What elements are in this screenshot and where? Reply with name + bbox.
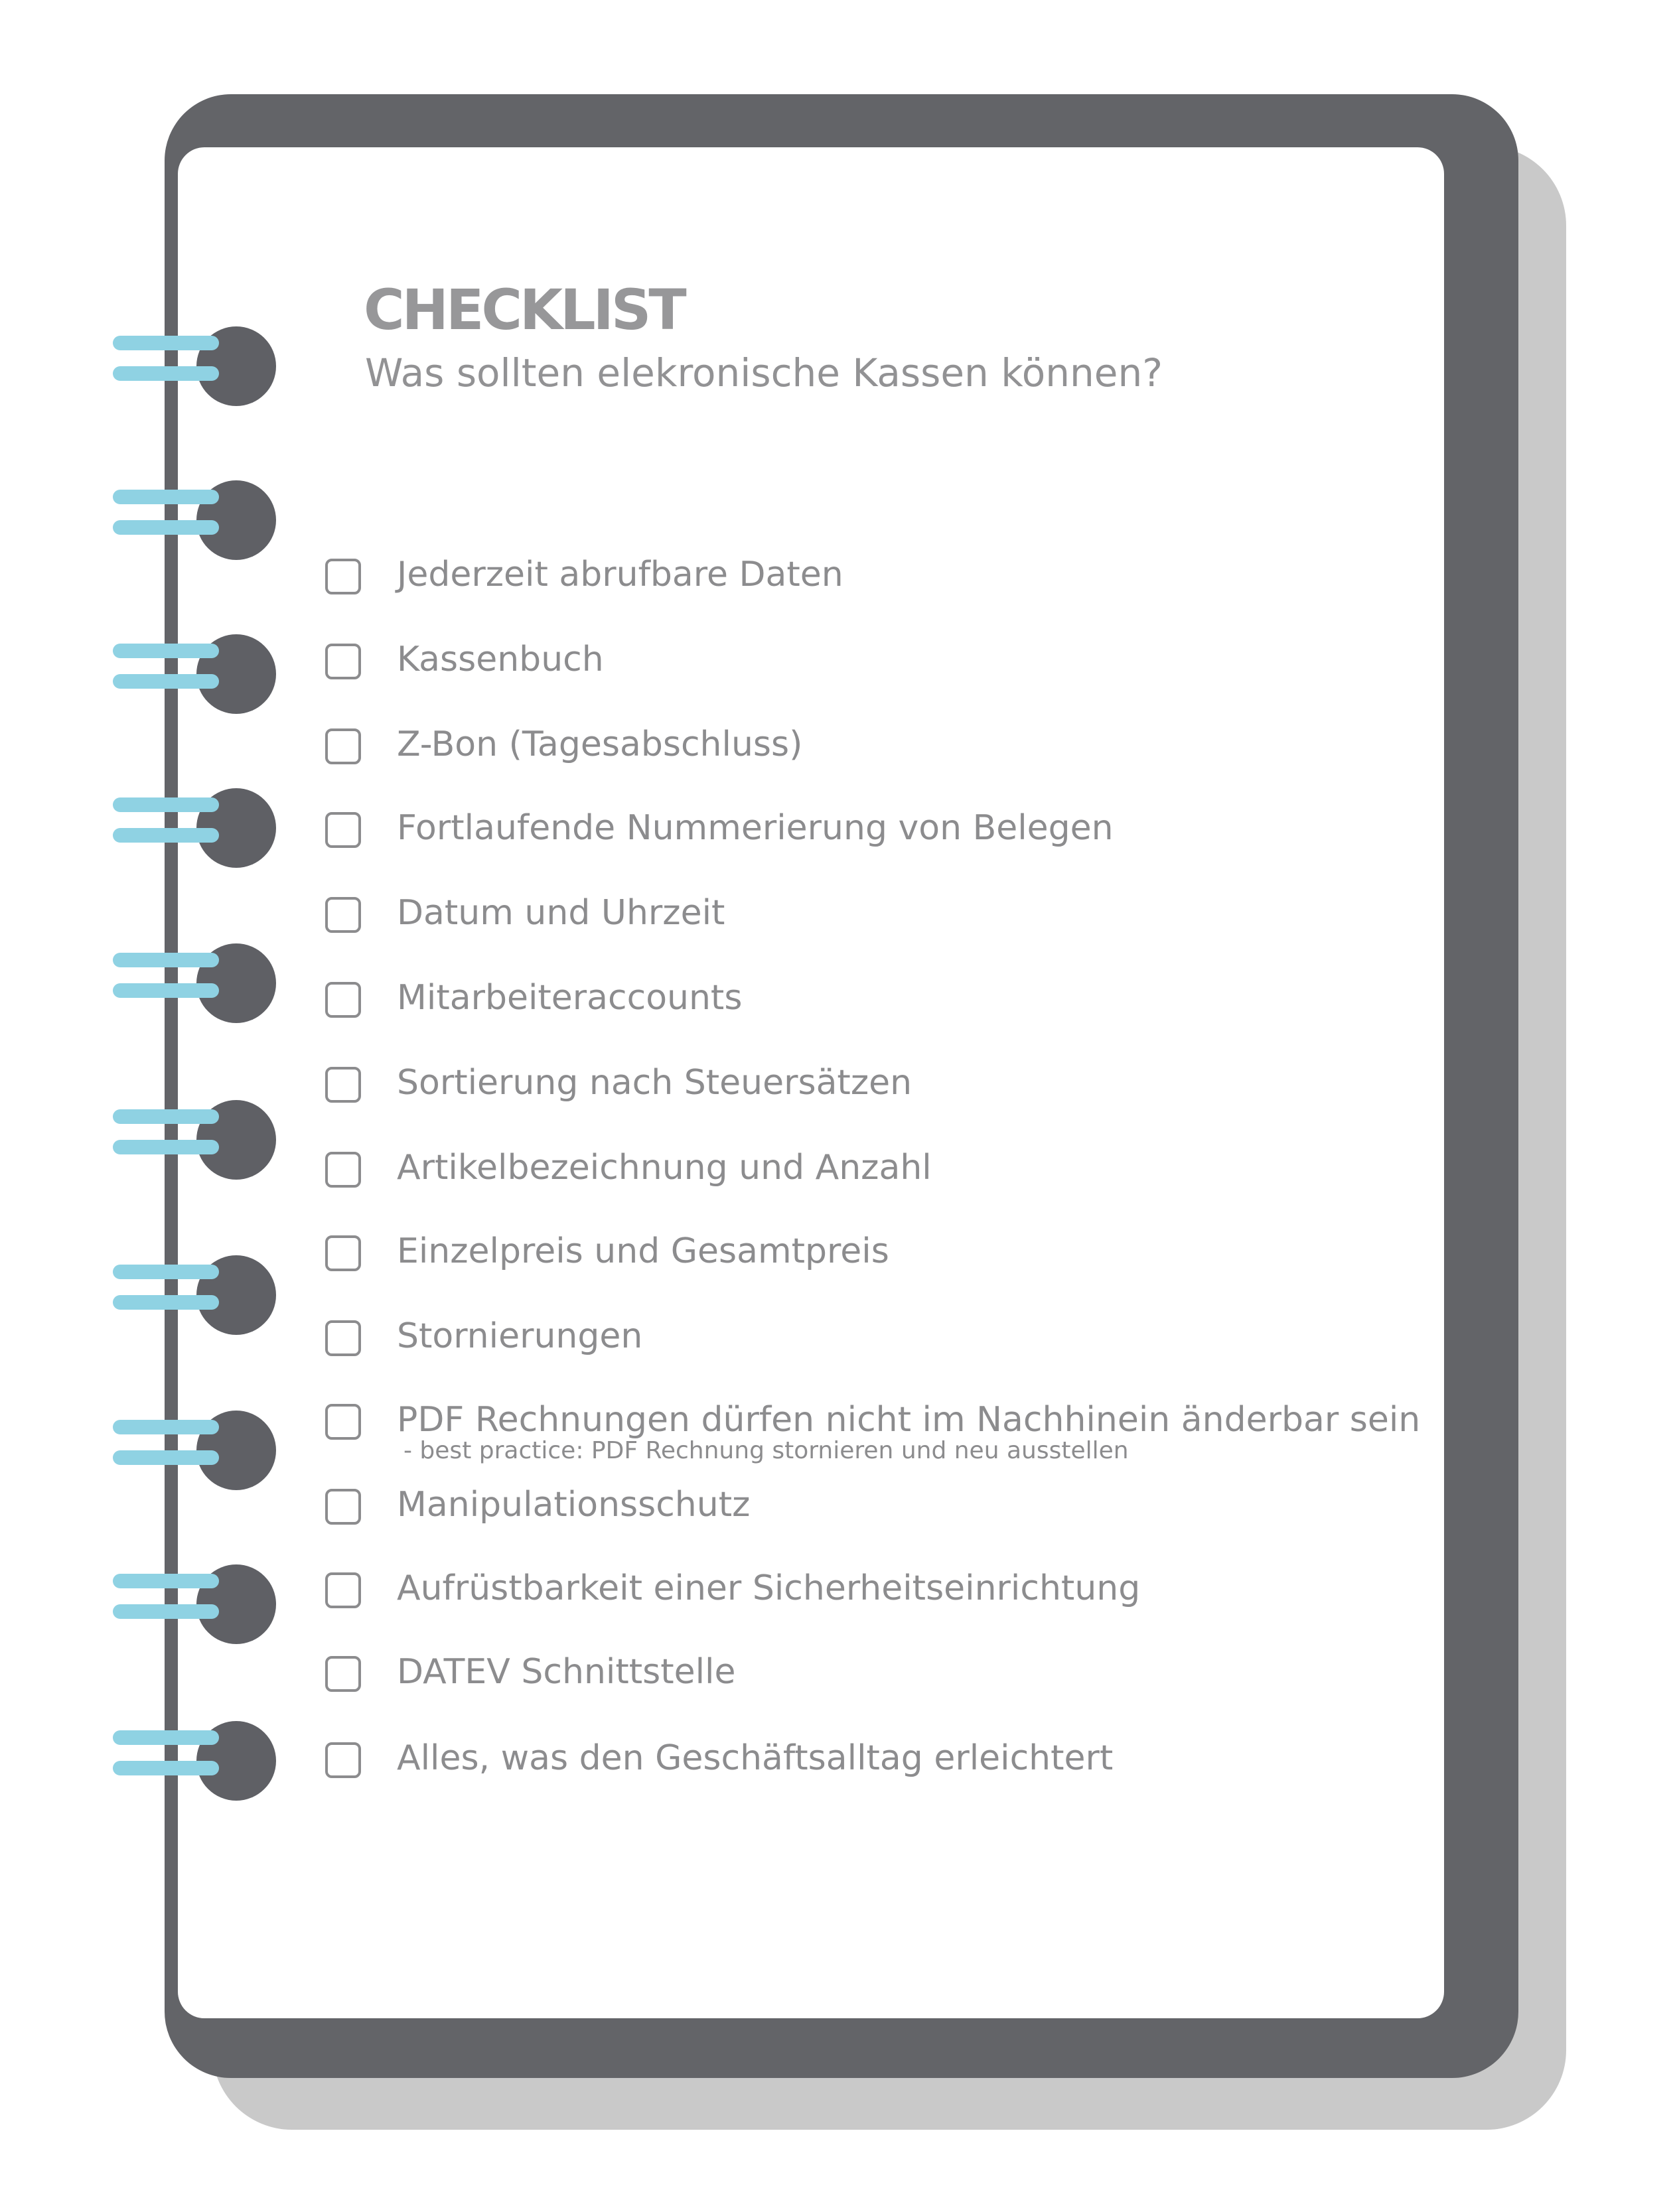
binding-ring	[113, 943, 275, 1023]
binding-ring	[113, 1255, 275, 1335]
binding-ring	[113, 480, 275, 560]
binding-ring	[113, 788, 275, 868]
binding-wire	[113, 828, 219, 843]
checklist-item-label: Mitarbeiteraccounts	[397, 978, 743, 1018]
binding-wire	[113, 1450, 219, 1465]
binding-wire	[113, 1730, 219, 1745]
binding-wire	[113, 1109, 219, 1124]
binding-wire	[113, 953, 219, 967]
binding-ring	[113, 1721, 275, 1801]
checklist-item-label: Stornierungen	[397, 1316, 643, 1356]
binding-wire	[113, 1574, 219, 1588]
binding-wire	[113, 1265, 219, 1279]
checkbox[interactable]	[325, 897, 361, 933]
checklist-item-label: Aufrüstbarkeit einer Sicherheitseinrichtung	[397, 1568, 1141, 1608]
checklist-item-label: DATEV Schnittstelle	[397, 1652, 736, 1692]
binding-ring	[113, 326, 275, 406]
checklist-item-label: Z-Bon (Tagesabschluss)	[397, 725, 803, 764]
binding-ring	[113, 634, 275, 714]
checkbox[interactable]	[325, 1235, 361, 1271]
checklist-item-label: Kassenbuch	[397, 640, 604, 679]
checkbox[interactable]	[325, 1320, 361, 1356]
checkbox[interactable]	[325, 1656, 361, 1692]
binding-wire	[113, 1604, 219, 1619]
binding-ring	[113, 1100, 275, 1180]
binding-wire	[113, 490, 219, 504]
binding-wire	[113, 366, 219, 381]
checkbox[interactable]	[325, 1404, 361, 1440]
binding-ring	[113, 1564, 275, 1644]
checklist-item-label: Datum und Uhrzeit	[397, 893, 725, 933]
checkbox[interactable]	[325, 559, 361, 594]
binding-wire	[113, 983, 219, 998]
binding-wire	[113, 1295, 219, 1310]
checklist-item-label: Artikelbezeichnung und Anzahl	[397, 1148, 932, 1188]
page-subtitle: Was sollten elekronische Kassen können?	[365, 350, 1163, 395]
checklist-item-label: Alles, was den Geschäftsalltag erleichtert	[397, 1738, 1114, 1778]
checklist-item-label: Einzelpreis und Gesamtpreis	[397, 1231, 889, 1271]
binding-wire	[113, 644, 219, 658]
binding-wire	[113, 520, 219, 535]
binding-wire	[113, 1761, 219, 1775]
checkbox[interactable]	[325, 812, 361, 848]
checkbox[interactable]	[325, 1152, 361, 1188]
checklist-item-label: Manipulationsschutz	[397, 1485, 751, 1525]
binding-wire	[113, 1420, 219, 1434]
binding-ring	[113, 1411, 275, 1490]
page-title: CHECKLIST	[364, 277, 684, 342]
binding-wire	[113, 674, 219, 689]
checklist-item-label: Fortlaufende Nummerierung von Belegen	[397, 808, 1114, 848]
binding-wire	[113, 797, 219, 812]
binding-wire	[113, 1140, 219, 1154]
checklist-item-label: Sortierung nach Steuersätzen	[397, 1063, 912, 1103]
checkbox[interactable]	[325, 1572, 361, 1608]
checkbox[interactable]	[325, 1067, 361, 1103]
item-note: - best practice: PDF Rechnung stornieren und neu ausstellen	[403, 1437, 1129, 1464]
binding-wire	[113, 336, 219, 350]
checkbox[interactable]	[325, 1742, 361, 1778]
checklist-item-label: PDF Rechnungen dürfen nicht im Nachhinein änderbar sein	[397, 1400, 1421, 1440]
checkbox[interactable]	[325, 982, 361, 1018]
checkbox[interactable]	[325, 728, 361, 764]
checkbox[interactable]	[325, 1489, 361, 1525]
checklist-item-label: Jederzeit abrufbare Daten	[397, 555, 843, 594]
checkbox[interactable]	[325, 644, 361, 679]
